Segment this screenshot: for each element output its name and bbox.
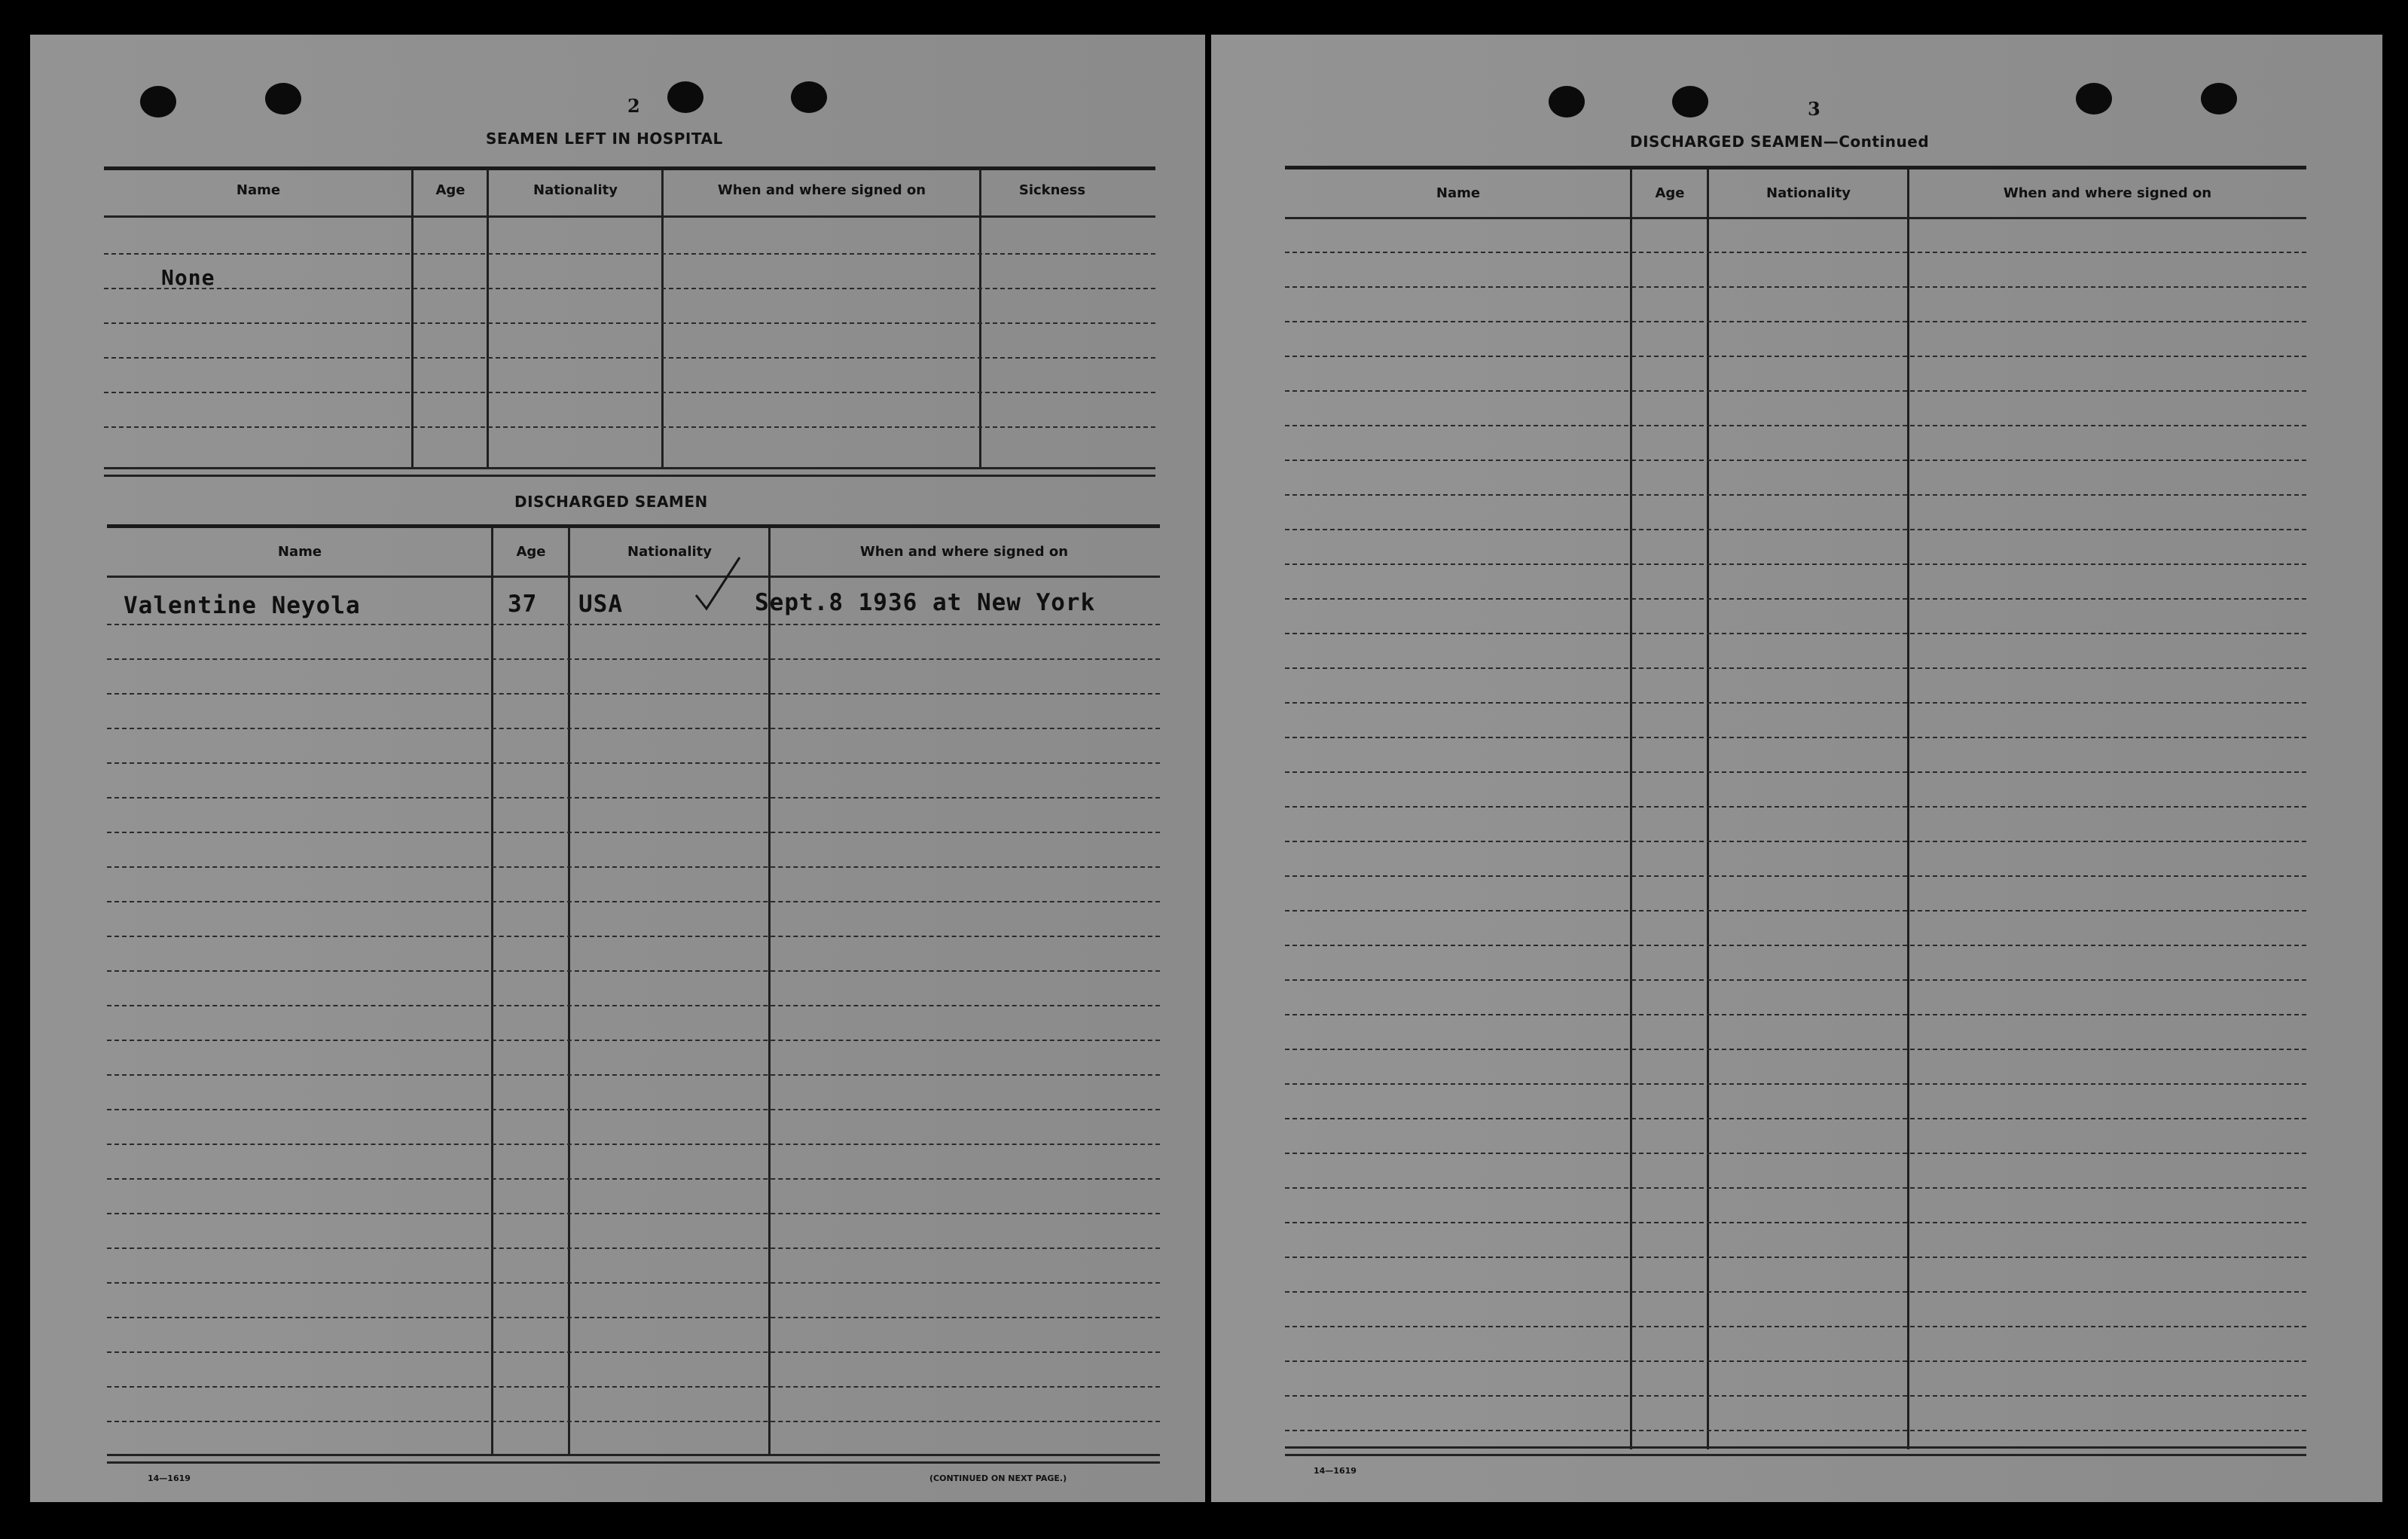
row-line <box>107 1144 1160 1145</box>
column-header-nationality: Nationality <box>533 182 618 198</box>
row-line <box>1285 1291 2306 1293</box>
row-line <box>1285 321 2306 322</box>
column-divider <box>661 169 664 469</box>
check-mark-icon <box>693 554 746 615</box>
discharged-section-title: DISCHARGED SEAMEN <box>514 493 708 511</box>
row-line <box>1285 875 2306 877</box>
row-line <box>1285 1395 2306 1397</box>
row-line <box>107 1247 1160 1249</box>
table-top-rule <box>1285 166 2306 169</box>
row-line <box>1285 633 2306 634</box>
row-line <box>1285 841 2306 842</box>
left-page <box>30 35 1205 1502</box>
table-top-rule <box>104 166 1155 170</box>
row-line <box>1285 945 2306 946</box>
row-line <box>1285 425 2306 426</box>
row-line <box>107 1178 1160 1180</box>
binder-hole <box>791 81 827 113</box>
binder-hole <box>140 86 176 118</box>
row-line <box>104 357 1155 359</box>
row-line <box>104 288 1155 289</box>
row-line <box>107 797 1160 799</box>
row-line <box>1285 1014 2306 1015</box>
row-line <box>1285 1118 2306 1119</box>
column-header-nationality: Nationality <box>627 544 712 560</box>
row-line <box>104 322 1155 324</box>
row-line <box>107 866 1160 868</box>
row-line <box>107 1317 1160 1318</box>
column-header-nationality: Nationality <box>1766 185 1851 201</box>
table-bottom-rule <box>1285 1454 2306 1456</box>
row-line <box>104 253 1155 255</box>
discharged-signed-on: Sept.8 1936 at New York <box>755 589 1096 616</box>
row-line <box>107 728 1160 729</box>
continued-note: (CONTINUED ON NEXT PAGE.) <box>929 1473 1067 1483</box>
table-bottom-rule <box>104 475 1155 477</box>
row-line <box>1285 806 2306 808</box>
row-line <box>1285 737 2306 738</box>
binder-hole <box>1672 86 1708 118</box>
row-line <box>1285 1083 2306 1085</box>
column-header-age: Age <box>516 544 546 560</box>
row-line <box>1285 1430 2306 1431</box>
row-line <box>1285 598 2306 600</box>
table-top-rule <box>107 524 1160 528</box>
row-line <box>107 1351 1160 1353</box>
column-divider <box>487 169 489 469</box>
row-line <box>1285 1049 2306 1050</box>
row-line <box>1285 1153 2306 1154</box>
discharged-name: Valentine Neyola <box>124 592 361 619</box>
row-line <box>1285 1222 2306 1223</box>
hospital-section-title: SEAMEN LEFT IN HOSPITAL <box>486 130 723 148</box>
binder-hole <box>1549 86 1585 118</box>
title-suffix: —Continued <box>1823 133 1930 151</box>
discharged-continued-title <box>1630 133 1929 151</box>
row-line <box>107 1074 1160 1076</box>
form-number: 14—1619 <box>148 1473 191 1483</box>
binder-hole <box>265 83 301 115</box>
row-line <box>107 970 1160 972</box>
column-divider <box>411 169 414 469</box>
row-line <box>1285 494 2306 496</box>
column-header-signed-on: When and where signed on <box>2003 185 2212 201</box>
table-bottom-rule <box>104 467 1155 469</box>
binder-hole <box>667 81 703 113</box>
row-line <box>107 762 1160 764</box>
column-header-age: Age <box>435 182 465 198</box>
binder-hole <box>2201 83 2237 115</box>
row-line <box>104 426 1155 428</box>
table-bottom-rule <box>107 1461 1160 1464</box>
row-line <box>107 658 1160 660</box>
binder-hole <box>2076 83 2112 115</box>
page-number: 2 <box>627 95 640 117</box>
row-line <box>1285 1257 2306 1258</box>
row-line <box>1285 1326 2306 1327</box>
discharged-age: 37 <box>508 591 538 618</box>
right-page <box>1211 35 2382 1502</box>
row-line <box>107 1386 1160 1388</box>
row-line <box>107 693 1160 695</box>
header-rule <box>107 576 1160 578</box>
row-line <box>1285 356 2306 357</box>
column-header-signed-on: When and where signed on <box>717 182 926 198</box>
row-line <box>1285 979 2306 981</box>
row-line <box>107 1421 1160 1422</box>
hospital-entry-none: None <box>161 265 215 290</box>
column-header-signed-on: When and where signed on <box>859 544 1069 560</box>
column-divider <box>979 169 981 469</box>
column-header-name: Name <box>236 182 281 198</box>
row-line <box>1285 1360 2306 1362</box>
row-line <box>107 1005 1160 1006</box>
row-line <box>107 901 1160 902</box>
table-bottom-rule <box>107 1454 1160 1456</box>
row-line <box>104 392 1155 393</box>
row-line <box>1285 771 2306 773</box>
row-line <box>1285 667 2306 669</box>
title-text: DISCHARGED SEAMEN <box>1630 133 1824 151</box>
row-line <box>1285 910 2306 911</box>
discharged-nationality: USA <box>578 591 623 618</box>
row-line <box>1285 1187 2306 1189</box>
row-line <box>1285 702 2306 704</box>
row-line <box>1285 529 2306 530</box>
form-number: 14—1619 <box>1314 1466 1357 1476</box>
row-line <box>1285 460 2306 461</box>
page-number: 3 <box>1808 98 1820 120</box>
header-rule <box>104 215 1155 218</box>
header-rule <box>1285 217 2306 219</box>
row-line <box>107 936 1160 937</box>
row-line <box>1285 390 2306 392</box>
column-header-name: Name <box>1436 185 1481 201</box>
row-line <box>107 832 1160 833</box>
row-line <box>107 624 1160 625</box>
row-line <box>107 1213 1160 1214</box>
row-line <box>107 1040 1160 1041</box>
row-line <box>107 1109 1160 1110</box>
column-header-sickness: Sickness <box>1018 182 1086 198</box>
table-bottom-rule <box>1285 1446 2306 1449</box>
row-line <box>1285 563 2306 565</box>
row-line <box>1285 286 2306 288</box>
row-line <box>1285 252 2306 253</box>
row-line <box>107 1282 1160 1284</box>
column-header-age: Age <box>1655 185 1685 201</box>
column-header-name: Name <box>277 544 322 560</box>
